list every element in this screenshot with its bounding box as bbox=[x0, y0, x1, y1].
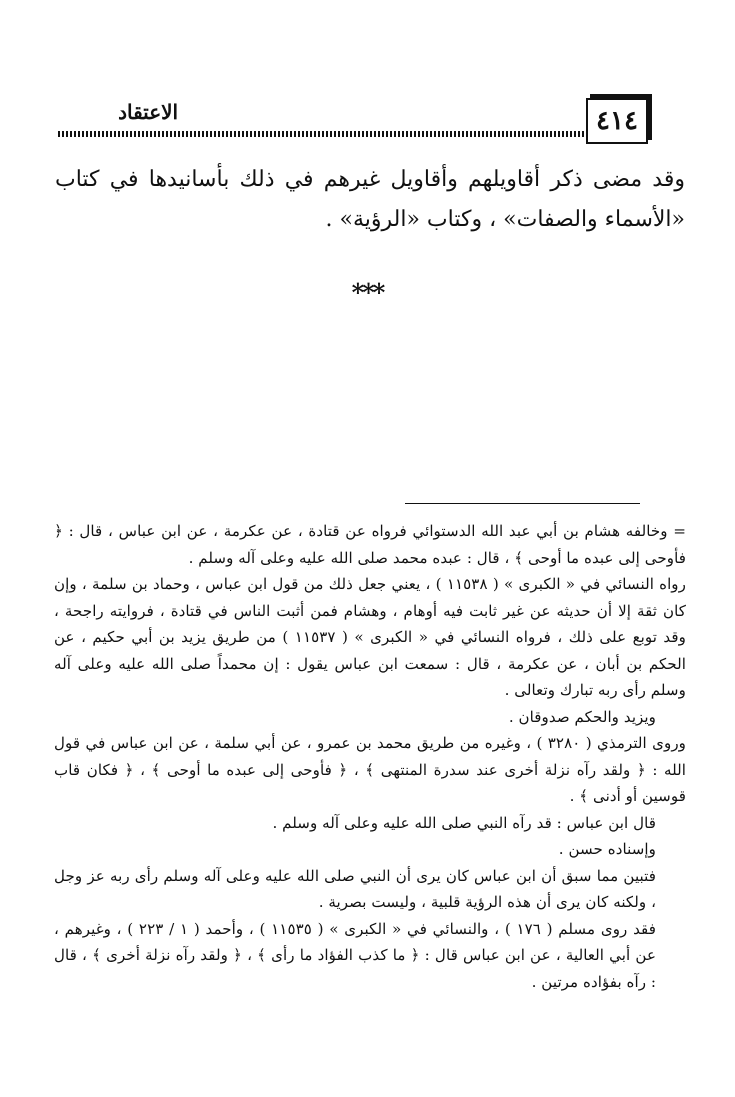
running-head: الاعتقاد bbox=[118, 100, 179, 124]
footnotes bbox=[54, 518, 686, 995]
main-paragraph: وقد مضى ذكر أقاويلهم وأقاويل غيرهم في ذلك بأسانيدها في كتاب «الأسماء والصفات» ، وكتاب «الرؤية» . bbox=[55, 167, 685, 232]
footnote-paragraph: = وخالفه هشام بن أبي عبد الله الدستوائي فرواه عن قتادة ، عن عكرمة ، عن ابن عباس ، قال : ﴿ فأوحى إلى عبده ما أوحى ﴾ ، قال : عبده محمد صلى الله عليه وعلى آله وسلم . bbox=[54, 522, 686, 567]
section-separator: *** bbox=[351, 278, 384, 307]
header-rule bbox=[58, 131, 584, 137]
footnote-paragraph: رواه النسائي في « الكبرى » ( ١١٥٣٨ ) ، يعني جعل ذلك من قول ابن عباس ، وحماد بن سلمة ، وإن كان ثقة إلا أن حديثه عن غير ثابت فيه أوهام ، وهشام فمن أثبت الناس في قتادة ، فروايته راجحة ، وقد توبع على ذلك ، فرواه النسائي في « الكبرى » ( ١١٥٣٧ ) من طريق يزيد بن أبي حكيم ، عن الحكم بن أبان ، عن عكرمة ، قال : سمعت ابن عباس يقول : إن محمداً صلى الله عليه وعلى آله وسلم رأى ربه تبارك وتعالى . bbox=[54, 575, 686, 699]
footnote-paragraph: قال ابن عباس : قد رآه النبي صلى الله عليه وعلى آله وسلم . bbox=[272, 813, 656, 832]
footnote-paragraph: ويزيد والحكم صدوقان . bbox=[508, 707, 656, 726]
footnote-paragraph: فقد روى مسلم ( ١٧٦ ) ، والنسائي في « الكبرى » ( ١١٥٣٥ ) ، وأحمد ( ١ / ٢٢٣ ) ، وغيرهم ، عن أبي العالية ، عن ابن عباس قال : ﴿ ما كذب الفؤاد ما رأى ﴾ ، ﴿ ولقد رآه نزلة أخرى ﴾ ، قال : رآه بفؤاده مرتين . bbox=[54, 919, 656, 991]
footnote-paragraph: وإسناده حسن . bbox=[558, 840, 656, 858]
footnote-paragraph: وروى الترمذي ( ٣٢٨٠ ) ، وغيره من طريق محمد بن عمرو ، عن أبي سلمة ، عن ابن عباس في قول الله : ﴿ ولقد رآه نزلة أخرى عند سدرة المنتهى ﴾ ، ﴿ فأوحى إلى عبده ما أوحى ﴾ ، ﴿ فكان قاب قوسين أو أدنى ﴾ . bbox=[54, 734, 686, 805]
footnote-paragraph: فتبين مما سبق أن ابن عباس كان يرى أن النبي صلى الله عليه وعلى آله وسلم رأى ربه عز وجل ، ولكنه كان يرى أن هذه الرؤية قلبية ، وليست بصرية . bbox=[54, 866, 656, 911]
page-number: ٤١٤ bbox=[586, 98, 648, 144]
footnote-separator bbox=[405, 503, 640, 504]
